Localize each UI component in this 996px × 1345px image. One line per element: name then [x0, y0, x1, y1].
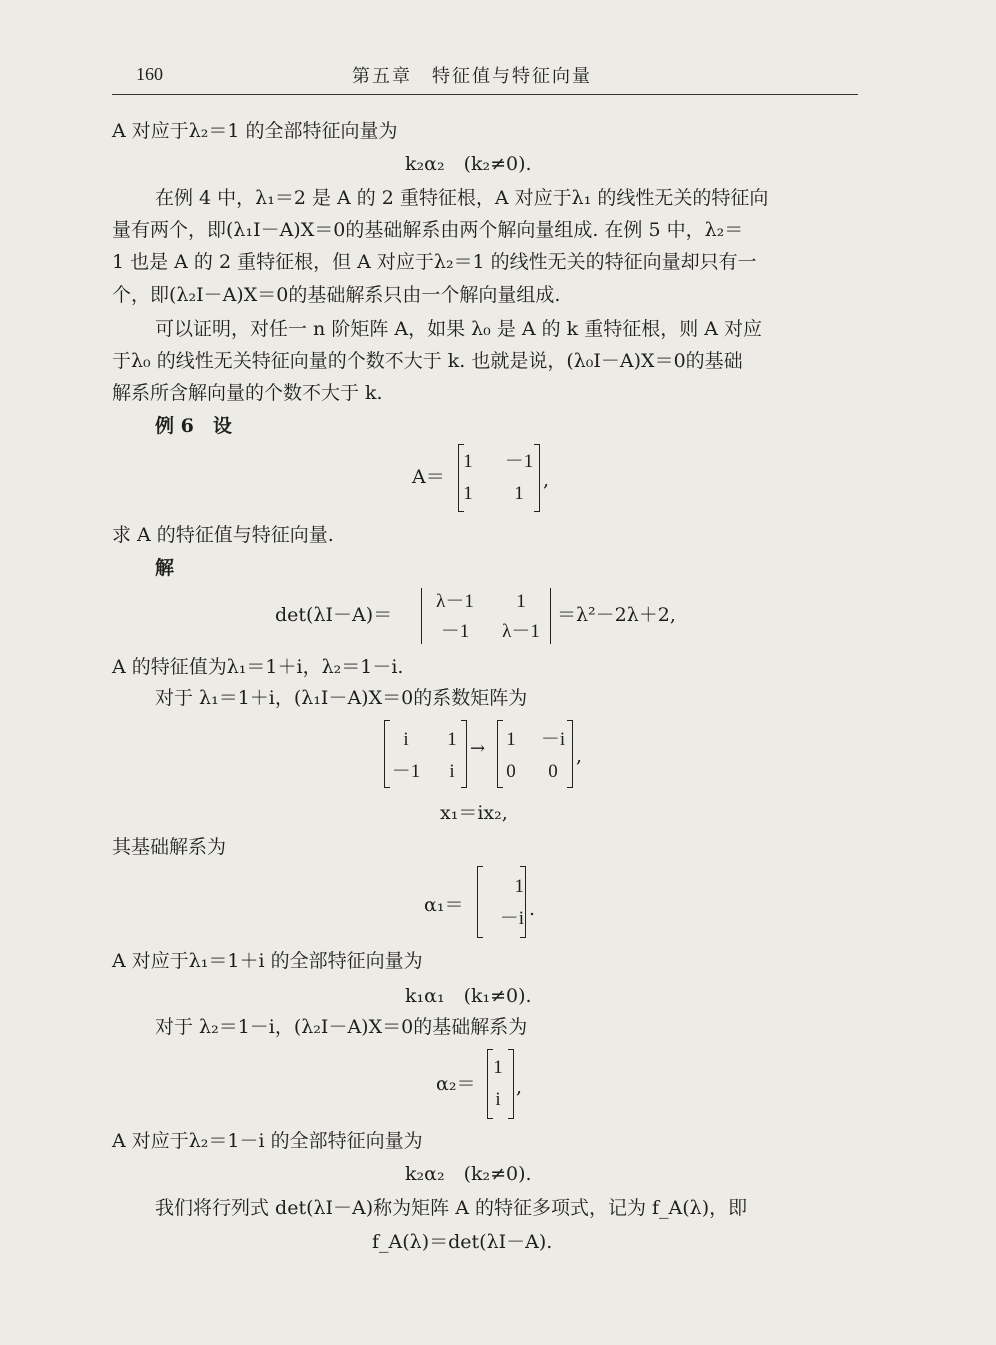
vector-cell: 1 — [514, 876, 524, 897]
vector-cell: －i — [499, 908, 524, 929]
example-heading: 例 6 设 — [155, 415, 232, 437]
text-line: A 的特征值为λ₁＝1＋i，λ₂＝1－i. — [112, 656, 404, 678]
bracket-right — [461, 720, 467, 788]
bracket-right — [508, 1049, 514, 1119]
alpha2-label: α₂＝ — [436, 1073, 476, 1095]
solution-heading: 解 — [155, 557, 175, 579]
punctuation: . — [529, 898, 536, 920]
text-line: 对于 λ₁＝1＋i，(λ₁I－A)X＝0的系数矩阵为 — [155, 687, 528, 709]
text-line: 1 也是 A 的 2 重特征根，但 A 对应于λ₂＝1 的线性无关的特征向量却只有一 — [112, 251, 757, 273]
equation-line: f_A(λ)＝det(λI－A). — [372, 1231, 553, 1253]
matrix-cell: 0 — [548, 761, 558, 782]
punctuation: , — [543, 469, 550, 491]
punctuation: , — [516, 1076, 523, 1098]
text-line: A 对应于λ₂＝1－i 的全部特征向量为 — [112, 1130, 423, 1152]
chapter-title: 第五章 特征值与特征向量 — [352, 66, 592, 87]
page-header — [112, 58, 858, 95]
matrix-a-label: A＝ — [412, 466, 445, 488]
text-line: A 对应于λ₁＝1＋i 的全部特征向量为 — [112, 950, 423, 972]
matrix-cell: －1 — [504, 451, 534, 472]
text-line: 对于 λ₂＝1－i，(λ₂I－A)X＝0的基础解系为 — [155, 1016, 528, 1038]
matrix-cell: 0 — [506, 761, 516, 782]
alpha1-label: α₁＝ — [424, 894, 464, 916]
bracket-right — [534, 444, 540, 512]
det-cell: λ－1 — [436, 591, 474, 612]
equation-line: x₁＝ix₂, — [440, 802, 508, 824]
text-line: 求 A 的特征值与特征向量. — [112, 524, 334, 546]
vector-cell: 1 — [493, 1057, 503, 1078]
equation-line: k₁α₁ (k₁≠0). — [405, 985, 532, 1007]
bracket-right — [567, 720, 573, 788]
matrix-cell: －1 — [391, 761, 421, 782]
text-line: 我们将行列式 det(λI－A)称为矩阵 A 的特征多项式，记为 f_A(λ)，即 — [155, 1197, 748, 1219]
text-line: 个，即(λ₂I－A)X＝0的基础解系只由一个解向量组成. — [112, 284, 561, 306]
matrix-cell: 1 — [447, 729, 457, 750]
equation-line: k₂α₂ (k₂≠0). — [405, 1163, 532, 1185]
bracket-right — [520, 866, 526, 938]
equation-line: k₂α₂ (k₂≠0). — [405, 153, 532, 175]
matrix-cell: 1 — [514, 483, 524, 504]
det-cell: λ－1 — [502, 621, 540, 642]
page-number: 160 — [136, 64, 163, 84]
det-result: ＝λ²－2λ＋2, — [557, 604, 676, 626]
matrix-cell: i — [403, 729, 409, 750]
det-cell: 1 — [516, 591, 526, 612]
vector-cell: i — [495, 1089, 501, 1110]
text-line: 量有两个，即(λ₁I－A)X＝0的基础解系由两个解向量组成. 在例 5 中，λ₂＝ — [112, 219, 744, 241]
matrix-cell: －i — [540, 729, 566, 750]
text-line: 解系所含解向量的个数不大于 k. — [112, 382, 383, 404]
text-line: 在例 4 中，λ₁＝2 是 A 的 2 重特征根，A 对应于λ₁ 的线性无关的特征向 — [155, 187, 769, 209]
text-line: 于λ₀ 的线性无关特征向量的个数不大于 k. 也就是说，(λ₀I－A)X＝0的基础 — [112, 350, 743, 372]
punctuation: , — [576, 745, 583, 767]
matrix-cell: 1 — [463, 451, 473, 472]
text-line: 其基础解系为 — [112, 836, 227, 858]
det-label: det(λI－A)＝ — [275, 604, 393, 626]
text-line: A 对应于λ₂＝1 的全部特征向量为 — [112, 120, 398, 142]
text-line: 可以证明，对任一 n 阶矩阵 A，如果 λ₀ 是 A 的 k 重特征根，则 A 对应 — [155, 318, 763, 340]
det-cell: －1 — [440, 621, 470, 642]
arrow-right-icon: → — [470, 738, 486, 759]
det-bar-right — [550, 588, 551, 644]
matrix-cell: 1 — [506, 729, 516, 750]
matrix-cell: 1 — [463, 483, 473, 504]
matrix-cell: i — [449, 761, 455, 782]
